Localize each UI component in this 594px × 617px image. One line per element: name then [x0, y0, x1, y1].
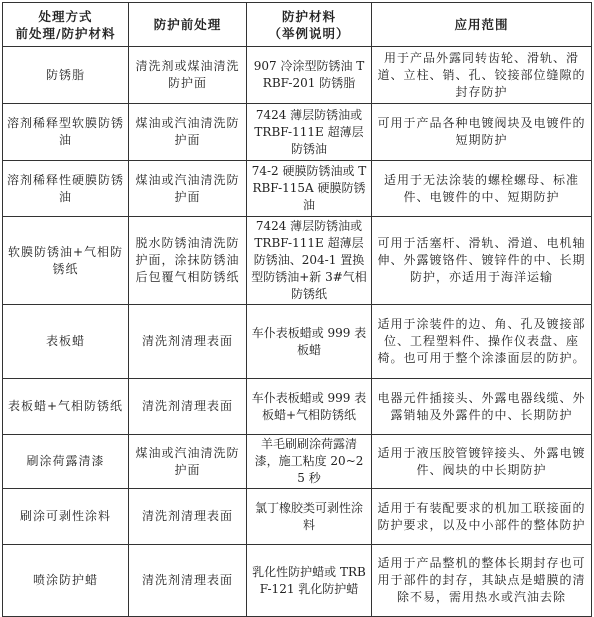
cell-pretreatment: 清洗剂清理表面: [129, 545, 247, 617]
cell-scope: 适用于涂装件的边、角、孔及镀接部位、工程塑料件、操作仪表盘、座椅。也可用于整个涂漆面层的防护。: [372, 305, 592, 379]
cell-material: 乳化性防护蜡或 TRBF-121 乳化防护蜡: [247, 545, 372, 617]
header-material: [247, 3, 372, 47]
cell-method: 防锈脂: [3, 47, 129, 104]
cell-scope: 可用于活塞杆、滑轨、滑道、电机轴伸、外露镀铬件、镀锌件的中、长期防护，亦适用于海洋运输: [372, 217, 592, 305]
cell-material: 7424 薄层防锈油或 TRBF-111E 超薄层防锈油、204-1 置换型防锈油+新 3#气相防锈纸: [247, 217, 372, 305]
header-material-line-1: 防护材料: [281, 8, 336, 24]
table-row: [3, 47, 592, 104]
cell-scope: 电器元件插接头、外露电器线缆、外露销轴及外露件的中、长期防护: [372, 379, 592, 435]
cell-pretreatment: 煤油或汽油清洗防护面: [129, 435, 247, 489]
cell-material: 羊毛刷刷涂荷露清漆，施工粘度 20~25 秒: [247, 435, 372, 489]
cell-method: 喷涂防护蜡: [3, 545, 129, 617]
header-scope: 应用范围: [372, 3, 592, 47]
table-header-row: [3, 3, 592, 47]
table-row: [3, 217, 592, 305]
cell-material: 907 冷涂型防锈油 TRBF-201 防锈脂: [247, 47, 372, 104]
cell-material: 车仆表板蜡或 999 表板蜡+气相防锈纸: [247, 379, 372, 435]
cell-pretreatment: 清洗剂或煤油清洗防护面: [129, 47, 247, 104]
cell-pretreatment: 清洗剂清理表面: [129, 489, 247, 545]
header-pretreatment: 防护前处理: [129, 3, 247, 47]
cell-pretreatment: 煤油或汽油清洗防护面: [129, 161, 247, 217]
cell-pretreatment: 清洗剂清理表面: [129, 379, 247, 435]
cell-method: 刷涂可剥性涂料: [3, 489, 129, 545]
table-row: [3, 104, 592, 161]
cell-material: 74-2 硬膜防锈油或 TRBF-115A 硬膜防锈油: [247, 161, 372, 217]
rust-protection-table: [2, 2, 592, 617]
header-method-line-2: 前处理/防护材料: [15, 25, 116, 41]
table-row: [3, 161, 592, 217]
header-method-line-1: 处理方式: [38, 8, 93, 24]
cell-scope: 适用于产品整机的整体长期封存也可用于部件的封存，其缺点是蜡膜的清除不易，需用热水或汽油去除: [372, 545, 592, 617]
cell-method: 软膜防锈油+气相防锈纸: [3, 217, 129, 305]
cell-pretreatment: 脱水防锈油清洗防护面，涂抹防锈油后包覆气相防锈纸: [129, 217, 247, 305]
header-material-line-2: （举例说明）: [268, 25, 350, 41]
table-row: [3, 489, 592, 545]
cell-method: 溶剂稀释型软膜防锈油: [3, 104, 129, 161]
cell-method: 表板蜡: [3, 305, 129, 379]
header-method: [3, 3, 129, 47]
table-row: [3, 379, 592, 435]
cell-scope: 适用于有装配要求的机加工联接面的防护要求，以及中小部件的整体防护: [372, 489, 592, 545]
table-row: [3, 305, 592, 379]
cell-material: 车仆表板蜡或 999 表板蜡: [247, 305, 372, 379]
cell-method: 刷涂荷露清漆: [3, 435, 129, 489]
cell-pretreatment: 清洗剂清理表面: [129, 305, 247, 379]
table-row: [3, 545, 592, 617]
cell-scope: 适用于液压胶管镀锌接头、外露电镀件、阀块的中长期防护: [372, 435, 592, 489]
cell-method: 表板蜡+气相防锈纸: [3, 379, 129, 435]
cell-scope: 可用于产品各种电镀阀块及电镀件的短期防护: [372, 104, 592, 161]
cell-pretreatment: 煤油或汽油清洗防护面: [129, 104, 247, 161]
cell-scope: 用于产品外露同转齿轮、滑轨、滑道、立柱、销、孔、铰接部位缝隙的封存防护: [372, 47, 592, 104]
cell-material: 氯丁橡胶类可剥性涂料: [247, 489, 372, 545]
cell-scope: 适用于无法涂装的螺栓螺母、标准件、电镀件的中、短期防护: [372, 161, 592, 217]
cell-method: 溶剂稀释性硬膜防锈油: [3, 161, 129, 217]
table-row: [3, 435, 592, 489]
cell-material: 7424 薄层防锈油或 TRBF-111E 超薄层防锈油: [247, 104, 372, 161]
